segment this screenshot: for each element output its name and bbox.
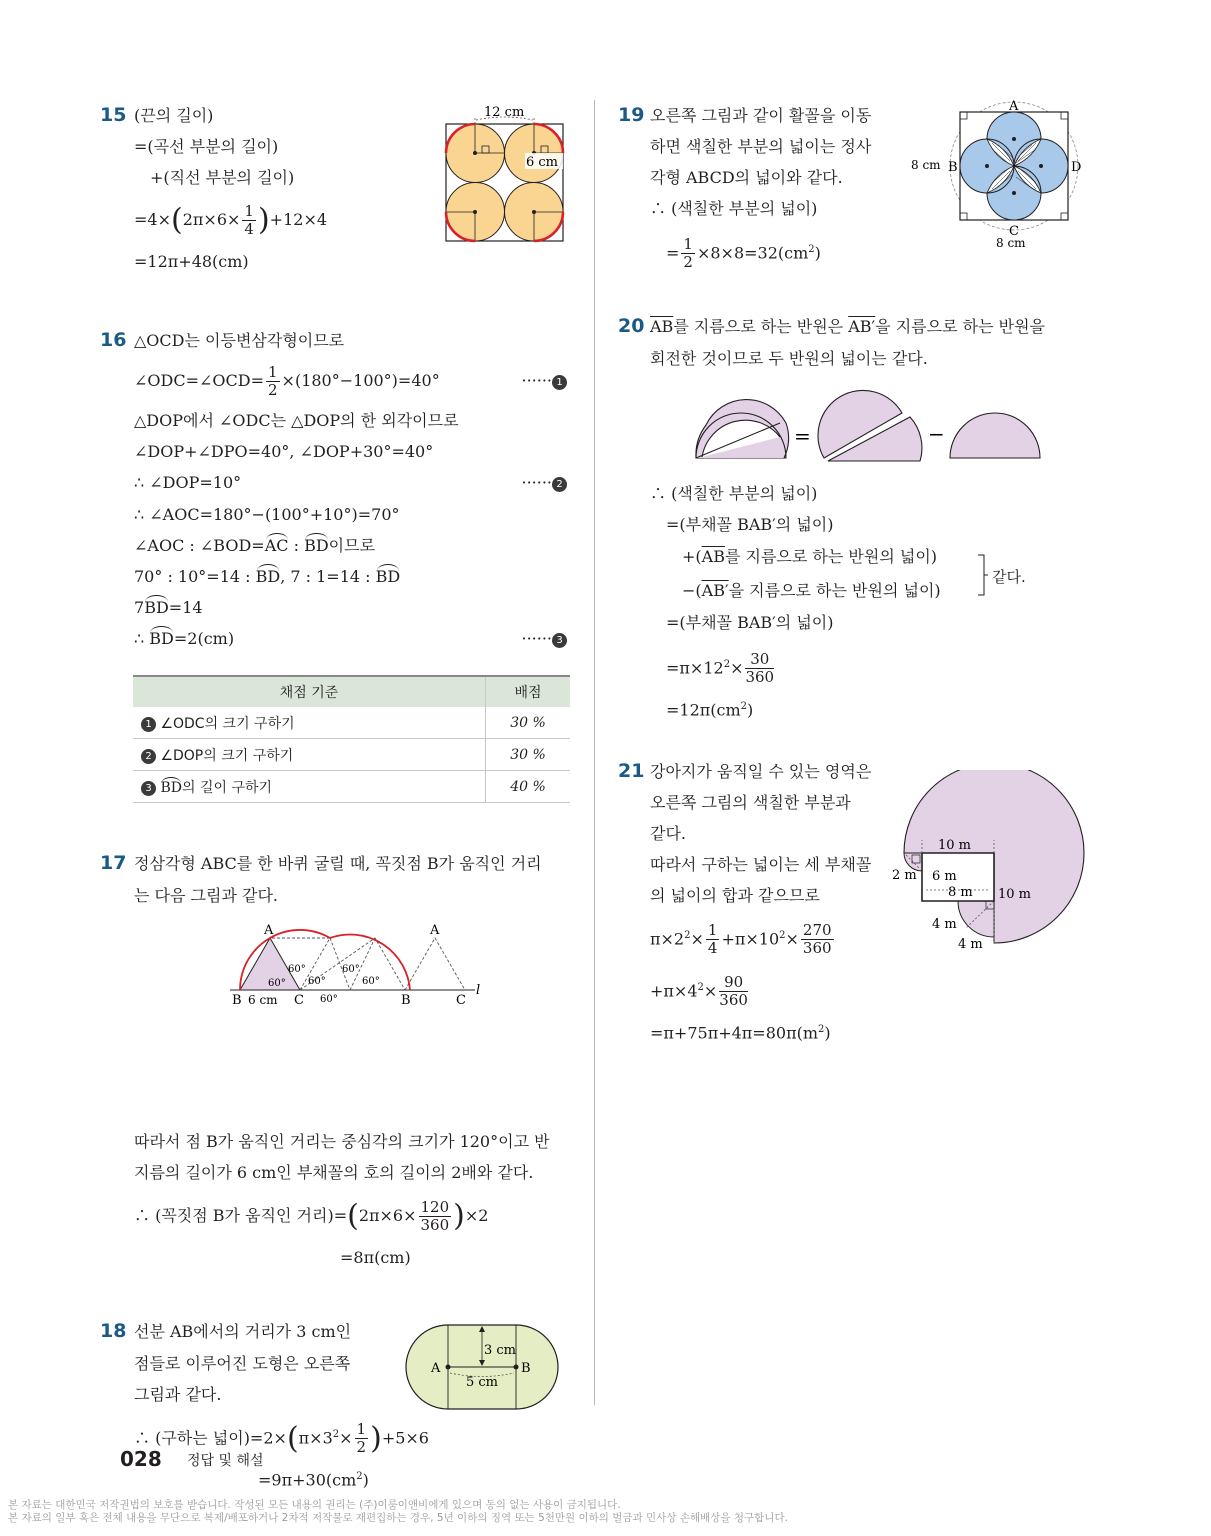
brace-icon <box>976 553 990 597</box>
figure-label: 6 m <box>932 869 957 884</box>
solution-line: 오른쪽 그림의 색칠한 부분과 <box>650 793 851 812</box>
figure-label: 4 m <box>932 917 957 932</box>
figure-label: 8 cm <box>996 236 1026 250</box>
same-note: 같다. <box>992 568 1026 586</box>
figure-label: C <box>294 993 304 1008</box>
scoring-table <box>133 675 570 803</box>
figure-label: 60° <box>342 964 360 975</box>
solution-line: 의 넓이의 합과 같으므로 <box>650 886 820 905</box>
figure-label: C <box>1009 224 1019 239</box>
column-divider <box>594 100 595 1405</box>
solution-line: △OCD는 이등변삼각형이므로 <box>134 331 345 350</box>
solution-line: =8π(cm) <box>340 1248 411 1267</box>
solution-line: $+(\overline{AB}$를 지름으로 하는 반원의 넓이) <box>682 547 938 566</box>
solution-line: =(곡선 부분의 길이) <box>134 137 279 156</box>
figure-label: B <box>521 1361 531 1376</box>
solution-line: $\overline{AB}$를 지름으로 하는 반원은 AB′을 지름으로 하는 반원을 <box>650 317 1045 336</box>
copyright-line: 본 자료는 대한민국 저작권법의 보호를 받습니다. 작성된 모든 내용의 권리는 (주)이룸이앤비에게 있으며 동의 없는 사용이 금지됩니다. <box>8 1499 621 1511</box>
solution-line: 는 다음 그림과 같다. <box>134 886 278 905</box>
figure-label: A <box>431 1361 441 1376</box>
figure-label: l <box>476 983 481 998</box>
figure-label: 6 cm <box>248 993 278 1007</box>
figure-dog-area <box>886 770 1088 960</box>
solution-line: 따라서 점 B가 움직인 거리는 중심각의 크기가 120°이고 반 <box>134 1132 550 1151</box>
figure-label: B <box>401 993 411 1008</box>
solution-line: 70° : 10°=14 : BD, 7 : 1=14 : BD <box>134 567 401 586</box>
figure-flower-square <box>908 95 1083 250</box>
figure-label: B <box>948 160 958 175</box>
solution-line: ∴ (꼭짓점 B가 움직인 거리)=(2π×6× $\frac{120}{360}$ )×2 <box>134 1198 489 1234</box>
fraction: $\frac{1}{2}$ <box>268 363 278 399</box>
solution-line: 회전한 것이므로 두 반원의 넓이는 같다. <box>650 349 928 368</box>
problem-number: 18 <box>100 1320 127 1342</box>
solution-line: 선분 AB에서의 거리가 3 cm인 <box>134 1322 352 1341</box>
solution-line: $=\pi\times 12^2\times$ $\frac{30}{360}$ <box>666 650 775 687</box>
solution-line: ∠ODC=∠OCD= $\frac{1}{2}$ ×(180°−100°)=40° <box>134 363 440 399</box>
figure-label: 8 m <box>948 885 973 900</box>
solution-line: ∴ BD=2(cm) <box>134 629 235 648</box>
solution-line: 정삼각형 ABC를 한 바퀴 굴릴 때, 꼭짓점 B가 움직인 거리 <box>134 854 542 873</box>
fraction: $\frac{1}{4}$ <box>244 202 254 238</box>
problem-number: 19 <box>618 104 645 126</box>
copyright-line: 본 자료의 일부 혹은 전체 내용을 무단으로 복제/배포하거나 2차적 저작물로 재편집하는 경우, 5년 이하의 징역 또는 5천만원 이하의 벌금과 민사상 손해배상을 청구합니다. <box>8 1512 788 1524</box>
table-row: 2 ∠DOP의 크기 구하기 30 % <box>133 739 570 771</box>
figure-label: 12 cm <box>484 105 525 120</box>
figure-label: C <box>456 993 466 1008</box>
solution-line: $\pi\times 2^2\times$ $\frac{1}{4}$ $+\pi\times 10^2\times$ $\frac{270}{360}$ <box>650 921 832 958</box>
solution-line: =12π+48(cm) <box>134 252 249 271</box>
figure-label: 60° <box>308 976 326 987</box>
page-number: 028 <box>120 1447 162 1471</box>
fraction: $\frac{120}{360}$ <box>420 1198 450 1234</box>
solution-line: +(직선 부분의 길이) <box>150 168 295 187</box>
problem-number: 20 <box>618 315 645 337</box>
solution-line: ∠AOC : ∠BOD=AC : BD이므로 <box>134 536 376 555</box>
fraction: $\frac{90}{360}$ <box>719 973 748 1010</box>
equals-sign: = <box>794 424 811 448</box>
solution-line: 하면 색칠한 부분의 넓이는 정사 <box>650 137 872 156</box>
solution-line: 점들로 이루어진 도형은 오른쪽 <box>134 1354 351 1373</box>
figure-semicircle-equation <box>688 383 1048 463</box>
table-row: 1 ∠ODC의 크기 구하기 30 % <box>133 707 570 739</box>
figure-stadium <box>398 1318 573 1418</box>
solution-line: 따라서 구하는 넓이는 세 부채꼴 <box>650 855 872 874</box>
solution-line: ∴ ∠DOP=10° <box>134 473 242 492</box>
solution-line: 오른쪽 그림과 같이 활꼴을 이동 <box>650 106 872 125</box>
solution-line: △DOP에서 ∠ODC는 △DOP의 한 외각이므로 <box>134 411 459 430</box>
figure-label: 6 cm <box>526 155 559 170</box>
figure-label: A <box>430 923 440 938</box>
solution-line: =4×(2π×6× $\frac{1}{4}$ )+12×4 <box>134 202 328 238</box>
score-mark-1: ······ 1 <box>521 371 567 391</box>
minus-sign: − <box>928 422 945 446</box>
figure-label: 10 m <box>998 887 1032 902</box>
solution-line: $=9\pi+30(cm^2)$ <box>258 1470 369 1490</box>
fraction: $\frac{1}{4}$ <box>707 921 718 958</box>
solution-line: =(부채꼴 BAB′의 넓이) <box>666 515 834 534</box>
figure-label: 10 m <box>938 838 972 853</box>
figure-label: 4 m <box>958 937 983 952</box>
solution-line: $=\pi+75\pi+4\pi=80\pi(m^2)$ <box>650 1023 831 1043</box>
fraction: $\frac{1}{2}$ <box>356 1420 367 1457</box>
score-mark-3: ······ 3 <box>521 629 567 649</box>
figure-label: B <box>232 993 242 1008</box>
problem-number: 15 <box>100 104 127 126</box>
solution-line: $+\pi\times 4^2\times$ $\frac{90}{360}$ <box>650 973 748 1010</box>
solution-line: ∴ (색칠한 부분의 넓이) <box>650 199 818 218</box>
figure-label: 5 cm <box>466 1375 499 1390</box>
solution-line: =(부채꼴 BAB′의 넓이) <box>666 613 834 632</box>
solution-line: (끈의 길이) <box>134 106 214 125</box>
solution-line: 같다. <box>650 824 686 843</box>
figure-label: A <box>1009 99 1019 114</box>
fraction: $\frac{1}{2}$ <box>683 235 693 272</box>
solution-line: −(AB′을 지름으로 하는 반원의 넓이) <box>682 581 941 600</box>
solution-line: 지름의 길이가 6 cm인 부채꼴의 호의 길이의 2배와 같다. <box>134 1163 534 1182</box>
table-header: 채점 기준 <box>133 676 486 707</box>
solution-line: ∴ (색칠한 부분의 넓이) <box>650 484 818 503</box>
figure-label: 60° <box>268 978 286 989</box>
solution-line: ∴ (구하는 넓이)$=2\times(\pi\times 3^2\times$ $\frac{1}{2}$ )+5×6 <box>134 1420 429 1457</box>
problem-number: 21 <box>618 760 645 782</box>
figure-label: 60° <box>320 994 338 1005</box>
solution-line: ∴ ∠AOC=180°−(100°+10°)=70° <box>134 505 400 524</box>
figure-label: 60° <box>288 964 306 975</box>
figure-label: A <box>264 923 274 938</box>
figure-label: D <box>1071 160 1082 175</box>
problem-number: 16 <box>100 329 127 351</box>
fraction: $\frac{30}{360}$ <box>745 650 775 687</box>
problem-number: 17 <box>100 852 127 874</box>
fraction: $\frac{270}{360}$ <box>802 921 832 958</box>
solution-line: 그림과 같다. <box>134 1385 222 1404</box>
solution-line: ∠DOP+∠DPO=40°, ∠DOP+30°=40° <box>134 442 434 461</box>
score-mark-2: ······ 2 <box>521 473 567 493</box>
solution-line: 강아지가 움직일 수 있는 영역은 <box>650 762 872 781</box>
figure-rope-circles <box>440 100 570 245</box>
solution-line: 7BD=14 <box>134 598 203 617</box>
figure-label: 3 cm <box>484 1343 517 1358</box>
solution-line: $=12\pi(cm^2)$ <box>666 700 754 720</box>
table-header: 배점 <box>486 676 571 707</box>
table-row: 3 BD의 길이 구하기 40 % <box>133 771 570 803</box>
figure-label: 8 cm <box>911 158 941 172</box>
figure-label: 2 m <box>892 868 917 883</box>
solution-line: 각형 ABCD의 넓이와 같다. <box>650 168 843 187</box>
solution-line: = $\frac{1}{2}$ $\times 8\times 8=32(cm^2)$ <box>666 235 821 272</box>
figure-rolling-triangle <box>220 920 495 1010</box>
figure-label: 60° <box>362 976 380 987</box>
section-title: 정답 및 해설 <box>187 1453 264 1469</box>
